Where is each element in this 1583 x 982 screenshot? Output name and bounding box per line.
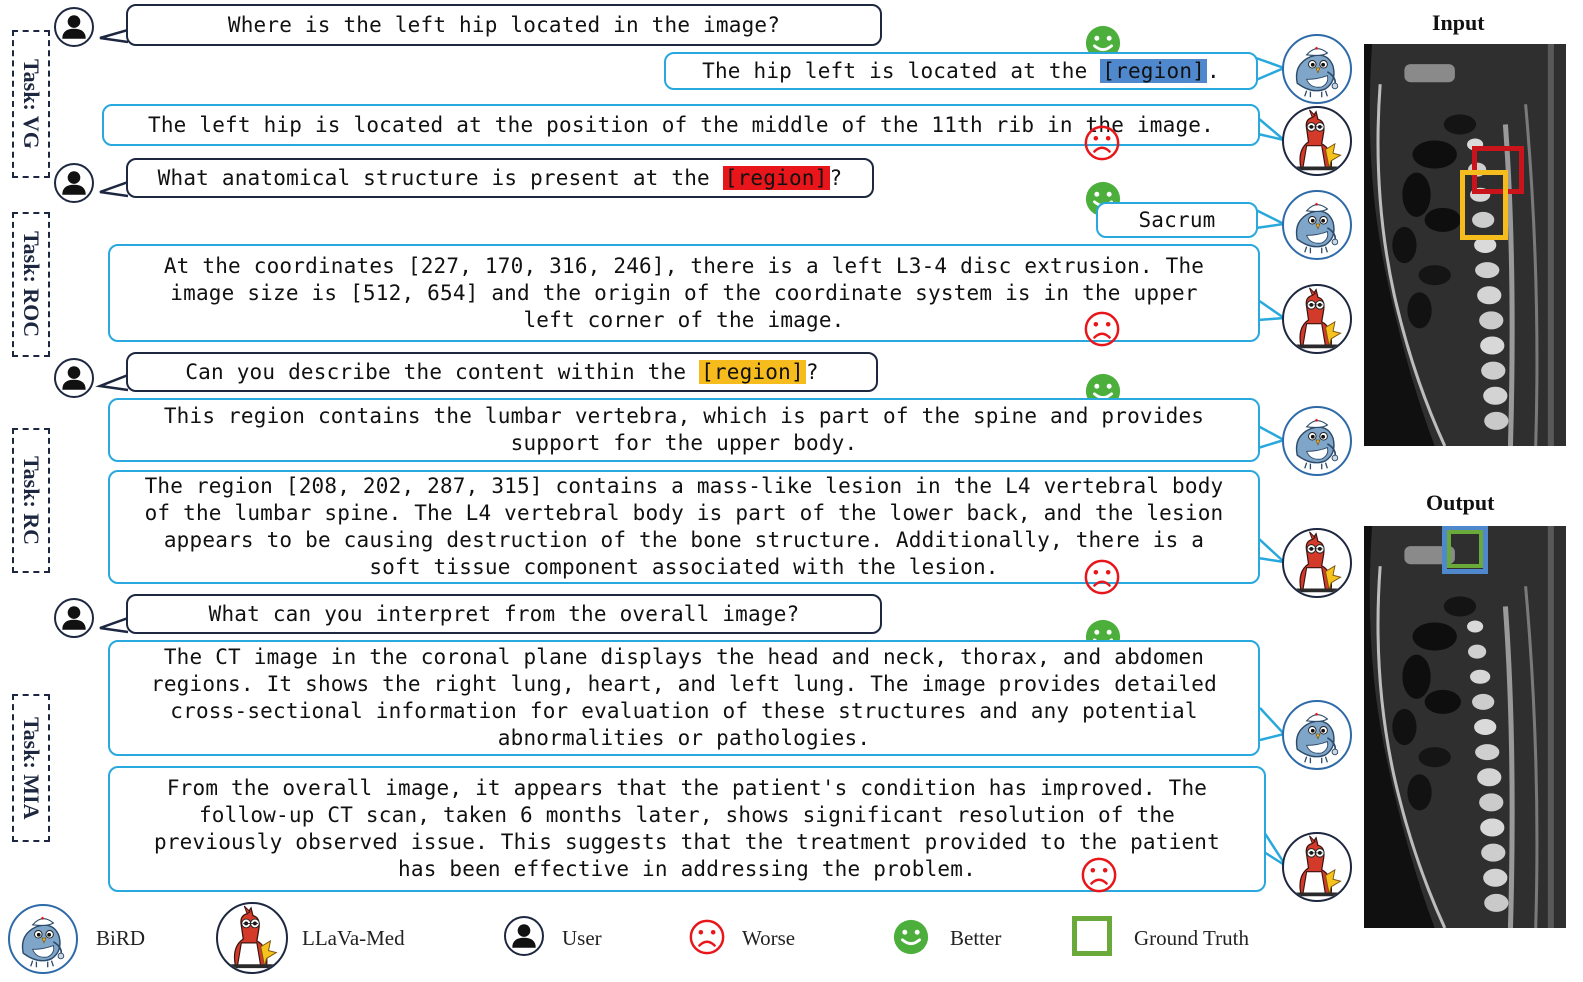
user-icon — [56, 165, 92, 201]
question-bubble-roc — [126, 158, 874, 198]
answer-line: regions. It shows the right lung, heart, and left lung. The image provides detailed — [151, 672, 1217, 696]
task-label-rc: Task: RC — [12, 428, 50, 573]
user-avatar — [54, 7, 94, 47]
happy-face-icon — [892, 918, 930, 956]
task-label-roc: Task: ROC — [12, 212, 50, 357]
ct-scan-image — [1364, 526, 1566, 928]
region-tag-yellow: [region] — [701, 359, 804, 384]
answer-line: left corner of the image. — [523, 307, 845, 332]
answer-line: of the lumbar spine. The L4 vertebral body is part of the lower back, and the lesion — [144, 501, 1224, 525]
bird-avatar — [1282, 34, 1352, 104]
llava-avatar — [1282, 832, 1352, 902]
task-label-vg: Task: VG — [12, 30, 50, 178]
sad-face-icon — [1083, 310, 1121, 348]
bird-doctor-icon — [1284, 192, 1350, 258]
answer-line: has been effective in addressing the problem. — [398, 857, 976, 881]
user-icon — [506, 918, 542, 954]
user-icon — [56, 600, 92, 636]
user-avatar — [54, 358, 94, 398]
answer-line: This region contains the lumbar vertebra, which is part of the spine and provides — [163, 404, 1205, 428]
answer-line: cross-sectional information for evaluation of these structures and any potential — [170, 699, 1198, 723]
answer-bubble-llava-vg: The left hip is located at the position of the middle of the 11th rib in the image. — [102, 104, 1260, 146]
input-ct-image — [1364, 44, 1566, 446]
input-image-title: Input — [1432, 10, 1485, 35]
answer-line: The CT image in the coronal plane displays the head and neck, thorax, and abdomen — [163, 645, 1205, 669]
user-icon — [56, 9, 92, 45]
llama-doctor-icon — [1284, 286, 1350, 352]
user-icon — [56, 360, 92, 396]
output-image-title: Output — [1426, 490, 1495, 515]
ct-scan-image — [1364, 44, 1566, 446]
question-text: What anatomical structure is present at the [region]? — [157, 165, 843, 190]
legend-bird-avatar — [8, 904, 78, 974]
legend-llava-avatar — [216, 902, 288, 974]
bird-avatar — [1282, 700, 1352, 770]
question-bubble-mia: What can you interpret from the overall image? — [126, 594, 882, 634]
answer-line: The region [208, 202, 287, 315] contains a mass-like lesion in the L4 vertebral body — [144, 474, 1224, 498]
llama-doctor-icon — [1284, 530, 1350, 596]
llava-avatar — [1282, 528, 1352, 598]
legend-label-better: Better — [950, 926, 1002, 950]
answer-bubble-bird-mia — [108, 640, 1260, 756]
user-avatar — [54, 163, 94, 203]
output-ct-image — [1364, 526, 1566, 928]
bird-doctor-icon — [1284, 408, 1350, 474]
bird-avatar — [1282, 190, 1352, 260]
legend-label-llava: LLaVa-Med — [302, 926, 405, 950]
legend-label-worse: Worse — [742, 926, 796, 950]
answer-line: support for the upper body. — [510, 431, 858, 455]
question-bubble-rc — [126, 352, 878, 392]
answer-line: From the overall image, it appears that the patient's condition has improved. The — [166, 776, 1208, 800]
answer-line: appears to be causing destruction of the bone structure. Additionally, there is a — [163, 528, 1205, 552]
bird-doctor-icon — [1284, 702, 1350, 768]
answer-line: previously observed issue. This suggests that the treatment provided to the patient — [154, 830, 1220, 854]
bird-doctor-icon — [1284, 36, 1350, 102]
region-tag-red: [region] — [724, 165, 828, 190]
question-text: Can you describe the content within the [region]? — [185, 359, 819, 384]
llava-avatar — [1282, 284, 1352, 354]
bird-avatar — [1282, 406, 1352, 476]
task-label-mia: Task: MIA — [12, 694, 50, 842]
question-bubble-vg: Where is the left hip located in the image? — [126, 4, 882, 46]
llava-avatar — [1282, 106, 1352, 176]
sad-face-icon — [1083, 124, 1121, 162]
answer-bubble-bird-rc — [108, 398, 1260, 462]
bird-doctor-icon — [10, 906, 76, 972]
sad-face-icon — [1083, 558, 1121, 596]
user-avatar — [54, 598, 94, 638]
legend-label-ground-truth: Ground Truth — [1134, 926, 1249, 950]
answer-bubble-bird-roc: Sacrum — [1096, 202, 1258, 238]
llama-doctor-icon — [1284, 834, 1350, 900]
answer-line: soft tissue component associated with the lesion. — [369, 555, 999, 579]
legend-label-bird: BiRD — [96, 926, 146, 950]
llama-doctor-icon — [1284, 108, 1350, 174]
square-outline-icon — [1072, 916, 1112, 956]
region-tag-blue: [region] — [1102, 58, 1206, 83]
answer-line: At the coordinates [227, 170, 316, 246], there is a left L3-4 disc extrusion. The — [163, 253, 1205, 278]
answer-line: abnormalities or pathologies. — [497, 726, 871, 750]
ground-truth-box — [1447, 530, 1483, 568]
legend-label-user: User — [562, 926, 602, 950]
answer-bubble-bird-vg — [664, 52, 1258, 90]
sad-face-icon — [1080, 856, 1118, 894]
legend-user-avatar — [504, 916, 544, 956]
sad-face-icon — [688, 918, 726, 956]
llama-doctor-icon — [218, 904, 286, 972]
answer-line: follow-up CT scan, taken 6 months later, shows significant resolution of the — [198, 803, 1176, 827]
answer-line: image size is [512, 654] and the origin of the coordinate system is in the upper — [170, 280, 1198, 305]
yellow-region-box — [1460, 170, 1508, 240]
answer-text: The hip left is located at the [region]. — [702, 58, 1220, 83]
